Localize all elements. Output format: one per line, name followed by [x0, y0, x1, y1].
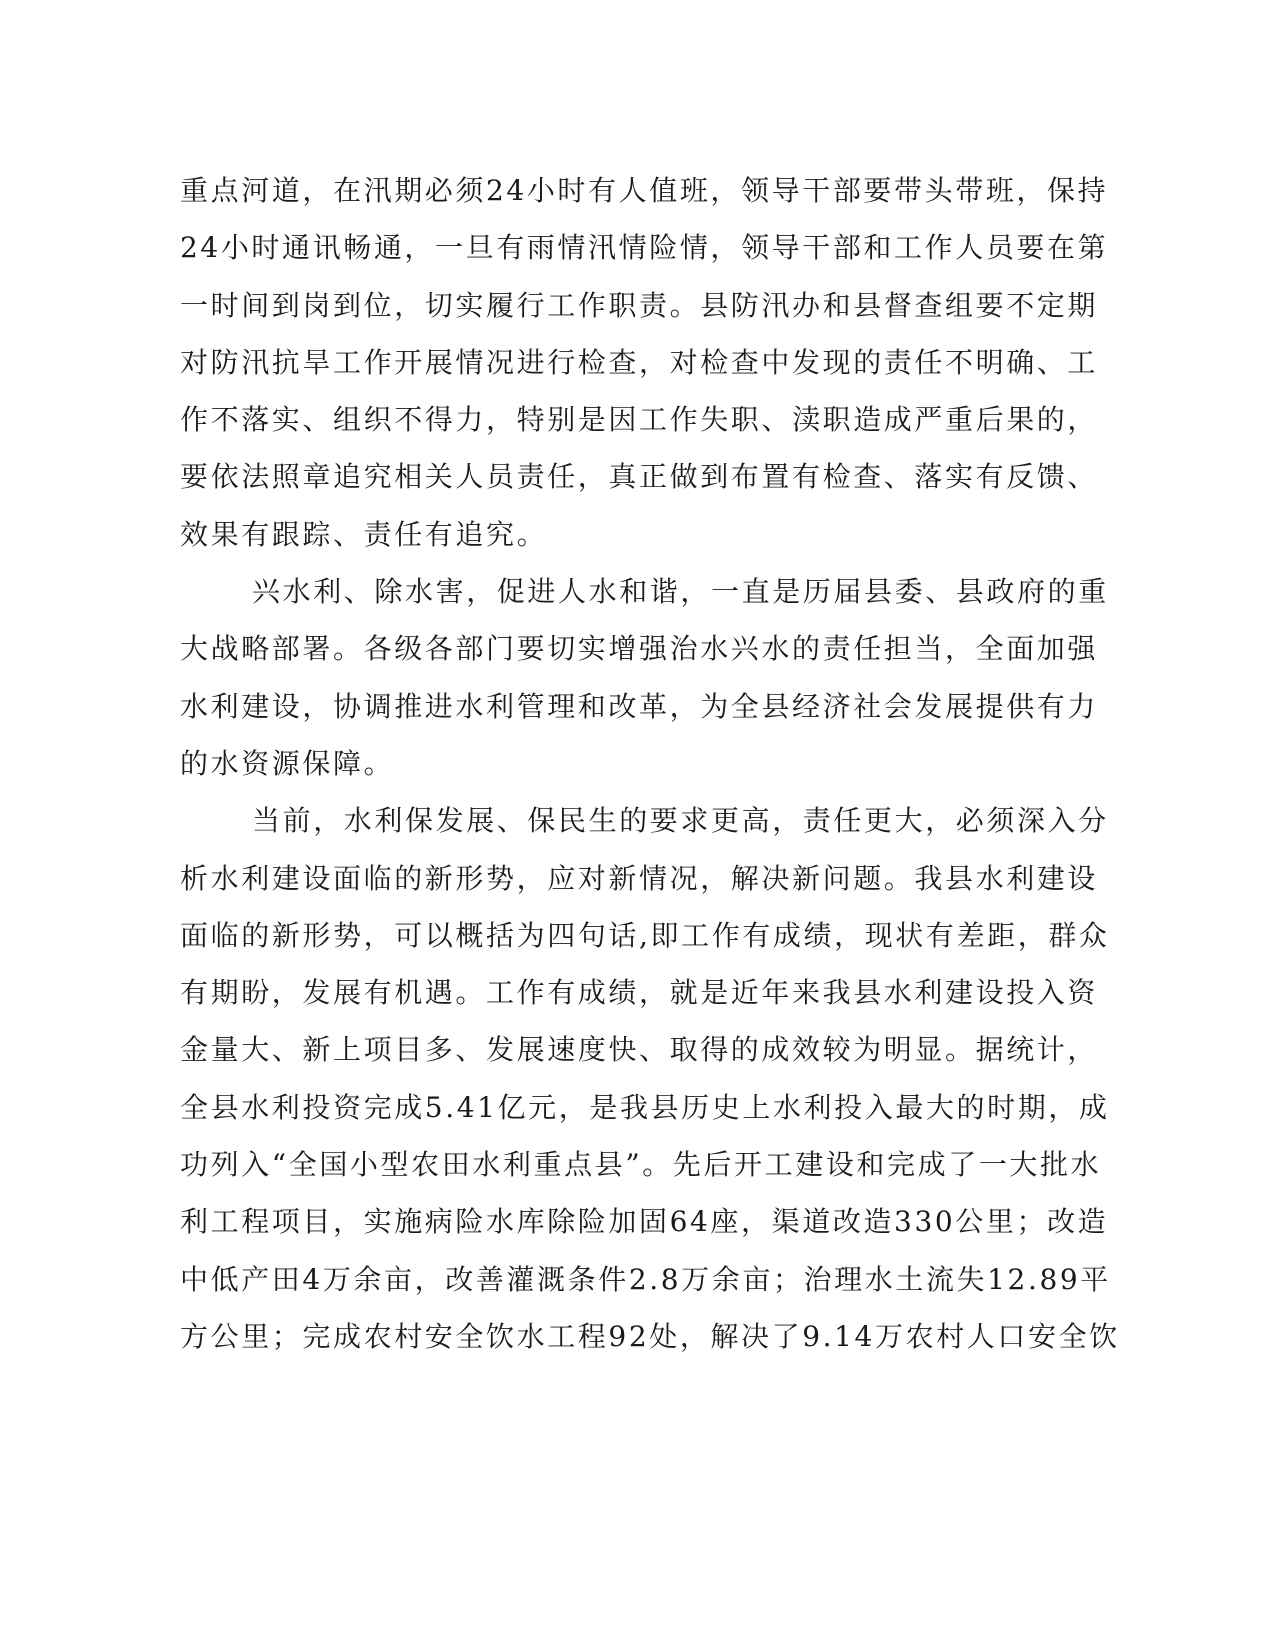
text-line: 大战略部署。各级各部门要切实增强治水兴水的责任担当，全面加强	[180, 632, 1099, 666]
text-line: 水利建设，协调推进水利管理和改革，为全县经济社会发展提供有力	[180, 689, 1099, 723]
text-line: 利工程项目，实施病险水库除险加固64座，渠道改造330公里；改造	[180, 1205, 1109, 1239]
text-line: 重点河道，在汛期必须24小时有人值班，领导干部要带头带班，保持	[180, 174, 1109, 207]
text-line: 方公里；完成农村安全饮水工程92处，解决了9.14万农村人口安全饮	[180, 1319, 1120, 1353]
text-line: 要依法照章追究相关人员责任，真正做到布置有检查、落实有反馈、	[180, 460, 1099, 494]
text-line: 金量大、新上项目多、发展速度快、取得的成效较为明显。据统计，	[180, 1033, 1099, 1067]
text-line: 24小时通讯畅通，一旦有雨情汛情险情，领导干部和工作人员要在第	[180, 231, 1109, 265]
text-line: 有期盼，发展有机遇。工作有成绩，就是近年来我县水利建设投入资	[180, 976, 1099, 1010]
text-line: 作不落实、组织不得力，特别是因工作失职、渎职造成严重后果的，	[180, 403, 1099, 437]
text-line: 析水利建设面临的新形势，应对新情况，解决新问题。我县水利建设	[180, 861, 1099, 895]
text-line: 中低产田4万余亩，改善灌溉条件2.8万余亩；治理水土流失12.89平	[180, 1262, 1111, 1296]
text-line: 功列入“全国小型农田水利重点县”。先后开工建设和完成了一大批水	[180, 1148, 1102, 1182]
paragraph-first-line: 兴水利、除水害，促进人水和谐，一直是历届县委、县政府的重	[252, 575, 1109, 609]
text-line: 的水资源保障。	[180, 746, 395, 780]
text-line: 全县水利投资完成5.41亿元，是我县历史上水利投入最大的时期，成	[180, 1090, 1110, 1124]
text-line: 一时间到岗到位，切实履行工作职责。县防汛办和县督查组要不定期	[180, 288, 1099, 322]
document-body	[180, 162, 1120, 1365]
paragraph-first-line: 当前，水利保发展、保民生的要求更高，责任更大，必须深入分	[252, 804, 1109, 838]
text-line: 效果有跟踪、责任有追究。	[180, 517, 548, 551]
text-line: 对防汛抗旱工作开展情况进行检查，对检查中发现的责任不明确、工	[180, 345, 1099, 379]
text-line: 面临的新形势，可以概括为四句话,即工作有成绩，现状有差距，群众	[180, 918, 1110, 952]
